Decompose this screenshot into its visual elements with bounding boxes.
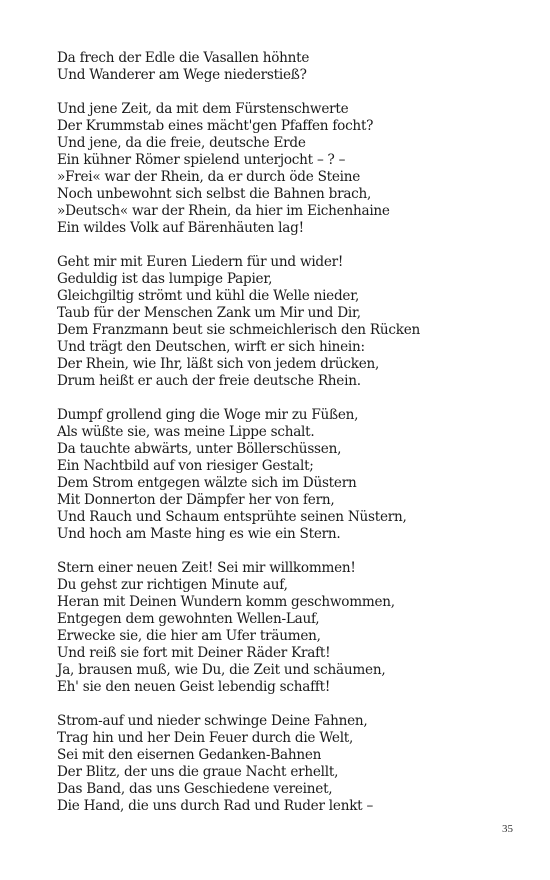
verse-line: Geduldig ist das lumpige Papier, [57, 271, 273, 287]
verse-line: Die Hand, die uns durch Rad und Ruder lenkt – [57, 798, 374, 814]
verse-line: Dem Strom entgegen wälzte sich im Düstern [57, 475, 357, 491]
stanza [57, 50, 527, 84]
verse-line: »Deutsch« war der Rhein, da hier im Eichenhaine [57, 203, 390, 219]
verse-line: Geht mir mit Euren Liedern für und wider! [57, 254, 344, 270]
verse-line: Du gehst zur richtigen Minute auf, [57, 577, 288, 593]
verse-line: Trag hin und her Dein Feuer durch die Welt, [57, 730, 354, 746]
verse-line: Erwecke sie, die hier am Ufer träumen, [57, 628, 321, 644]
verse-line: Ein kühner Römer spielend unterjocht – ? – [57, 152, 346, 168]
verse-line: Und jene Zeit, da mit dem Fürstenschwerte [57, 101, 349, 117]
verse-line: Dem Franzmann beut sie schmeichlerisch den Rücken [57, 322, 421, 338]
verse-line: Ein Nachtbild auf von riesiger Gestalt; [57, 458, 314, 474]
verse-line: Drum heißt er auch der freie deutsche Rhein. [57, 373, 361, 389]
verse-line: Mit Donnerton der Dämpfer her von fern, [57, 492, 335, 508]
verse-line: Eh' sie den neuen Geist lebendig schafft! [57, 679, 331, 695]
stanza [57, 407, 527, 543]
page-number: 35 [502, 823, 513, 835]
verse-line: Dumpf grollend ging die Woge mir zu Füßen, [57, 407, 359, 423]
verse-line: Und Rauch und Schaum entsprühte seinen Nüstern, [57, 509, 407, 525]
stanza [57, 254, 527, 390]
verse-line: Sei mit den eisernen Gedanken-Bahnen [57, 747, 322, 763]
verse-line: »Frei« war der Rhein, da er durch öde Steine [57, 169, 361, 185]
verse-line: Strom-auf und nieder schwinge Deine Fahnen, [57, 713, 368, 729]
verse-line: Ein wildes Volk auf Bärenhäuten lag! [57, 220, 304, 236]
poem-text [57, 50, 527, 832]
verse-line: Und jene, da die freie, deutsche Erde [57, 135, 306, 151]
verse-line: Da frech der Edle die Vasallen höhnte [57, 50, 310, 66]
verse-line: Der Rhein, wie Ihr, läßt sich von jedem drücken, [57, 356, 380, 372]
verse-line: Und trägt den Deutschen, wirft er sich hinein: [57, 339, 365, 355]
verse-line: Stern einer neuen Zeit! Sei mir willkommen! [57, 560, 356, 576]
verse-line: Entgegen dem gewohnten Wellen-Lauf, [57, 611, 320, 627]
verse-line: Gleichgiltig strömt und kühl die Welle nieder, [57, 288, 360, 304]
verse-line: Heran mit Deinen Wundern komm geschwommen, [57, 594, 395, 610]
stanza [57, 101, 527, 237]
verse-line: Der Blitz, der uns die graue Nacht erhellt, [57, 764, 339, 780]
stanza [57, 560, 527, 696]
verse-line: Und hoch am Maste hing es wie ein Stern. [57, 526, 341, 542]
stanza [57, 713, 527, 815]
verse-line: Der Krummstab eines mächt'gen Pfaffen focht? [57, 118, 374, 134]
verse-line: Als wüßte sie, was meine Lippe schalt. [57, 424, 315, 440]
verse-line: Und reiß sie fort mit Deiner Räder Kraft! [57, 645, 331, 661]
verse-line: Taub für der Menschen Zank um Mir und Dir, [57, 305, 361, 321]
verse-line: Noch unbewohnt sich selbst die Bahnen brach, [57, 186, 372, 202]
verse-line: Ja, brausen muß, wie Du, die Zeit und schäumen, [57, 662, 386, 678]
verse-line: Da tauchte abwärts, unter Böllerschüssen, [57, 441, 342, 457]
verse-line: Das Band, das uns Geschiedene vereinet, [57, 781, 333, 797]
verse-line: Und Wanderer am Wege niederstieß? [57, 67, 307, 83]
